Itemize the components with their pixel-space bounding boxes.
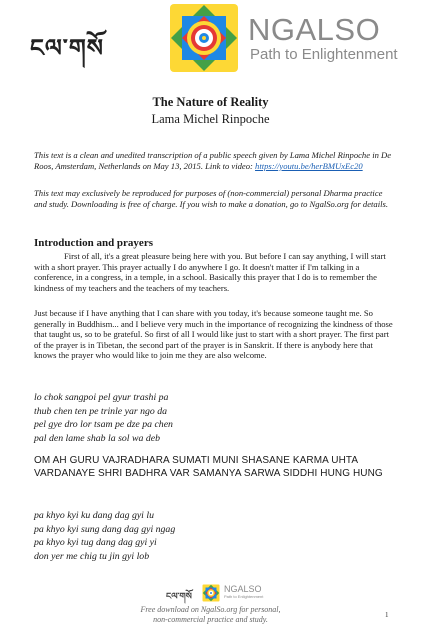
brand-block (248, 14, 398, 63)
footer-logo (166, 584, 266, 602)
verse-line: don yer me chig tu jin gyi lob (34, 550, 150, 562)
footer-brand (224, 585, 263, 599)
tibetan-verse-2 (34, 509, 175, 563)
section-heading: Introduction and prayers (34, 237, 153, 249)
tibetan-verse (34, 391, 173, 445)
verse-line: lo chok sangpoi pel gyur trashi pa (34, 392, 169, 403)
paragraph-2: Just because if I have anything that I can share with you today, it's because someone taught me. So generally in Buddhism... and I believe very much in the importance of recognizing the kindness of those that taught us, so to be grateful. So first of all I would like just to start with a short prayer. The first part of the prayer is in Tibetan, the second part of the prayer is in Sanskrit. If there is anybody here that knows the prayer who would like to join me they are also welcome. (34, 308, 393, 361)
footer-mandala-logo-icon (202, 584, 220, 602)
page-number: 1 (385, 611, 389, 619)
page-header (0, 0, 421, 78)
video-link[interactable]: https://youtu.be/herBMUxEc20 (255, 160, 363, 171)
paragraph-1-text: First of all, it's a great pleasure being here with you. But before I can say anything, I will start with a short prayer. This prayer actually I do anywhere I go. It doesn't matter if I'm talking in a conference, in a congress, in a temple, in a school. Basically this prayer that I do is to remember the kindness of my teachers and the teachers of my teachers. (34, 251, 386, 293)
verse-line: pa khyo kyi sung dang dag gyi ngag (34, 523, 176, 535)
footer-note (0, 605, 421, 625)
verse-line: pa khyo kyi ku dang dag gyi lu (34, 510, 154, 521)
ngalso-mandala-logo-icon (168, 2, 240, 74)
verse-line: pa khyo kyi tug dang dag gyi yi (34, 537, 157, 549)
transcription-note (34, 150, 394, 171)
footer-brand-tagline: Path to Enlightenment (224, 594, 264, 599)
permission-note: This text may exclusively be reproduced for purposes of (non-commercial) personal Dharma practice and study. Downloading is free of charge. If you wish to make a donation, go to NgalSo.org for details. (34, 188, 389, 209)
document-author: Lama Michel Rinpoche (151, 112, 270, 126)
footer-line-1: Free download on NgalSo.org for personal, (140, 605, 281, 614)
verse-line: pal den lame shab la sol wa deb (34, 432, 160, 444)
intro-text: This text is a clean and unedited transcription of a public speech given by Lama Michel Rinpoche in De Roos, Amsterdam, Netherlands on May 13, 2015. Link to video: (34, 150, 392, 171)
paragraph-1 (34, 251, 394, 293)
document-title: The Nature of Reality (152, 95, 269, 109)
brand-name: NGALSO (248, 12, 381, 47)
sanskrit-mantra: OM AH GURU VAJRADHARA SUMATI MUNI SHASANE KARMA UHTA VARDANAYE SHRI BADHRA VAR SAMANYA SARWA SIDDHI HUNG HUNG (34, 455, 383, 480)
footer-brand-name: NGALSO (224, 584, 262, 594)
verse-line: pel gye dro lor tsam pe dze pa chen (34, 419, 173, 431)
verse-line: thub chen ten pe trinle yar ngo da (34, 405, 168, 417)
footer-line-2: non-commercial practice and study. (153, 615, 268, 624)
footer-tibetan-logotype: ངལ་གསོ (166, 592, 192, 602)
brand-tagline: Path to Enlightenment (250, 46, 398, 63)
tibetan-logotype: ངལ་གསོ (30, 33, 104, 62)
